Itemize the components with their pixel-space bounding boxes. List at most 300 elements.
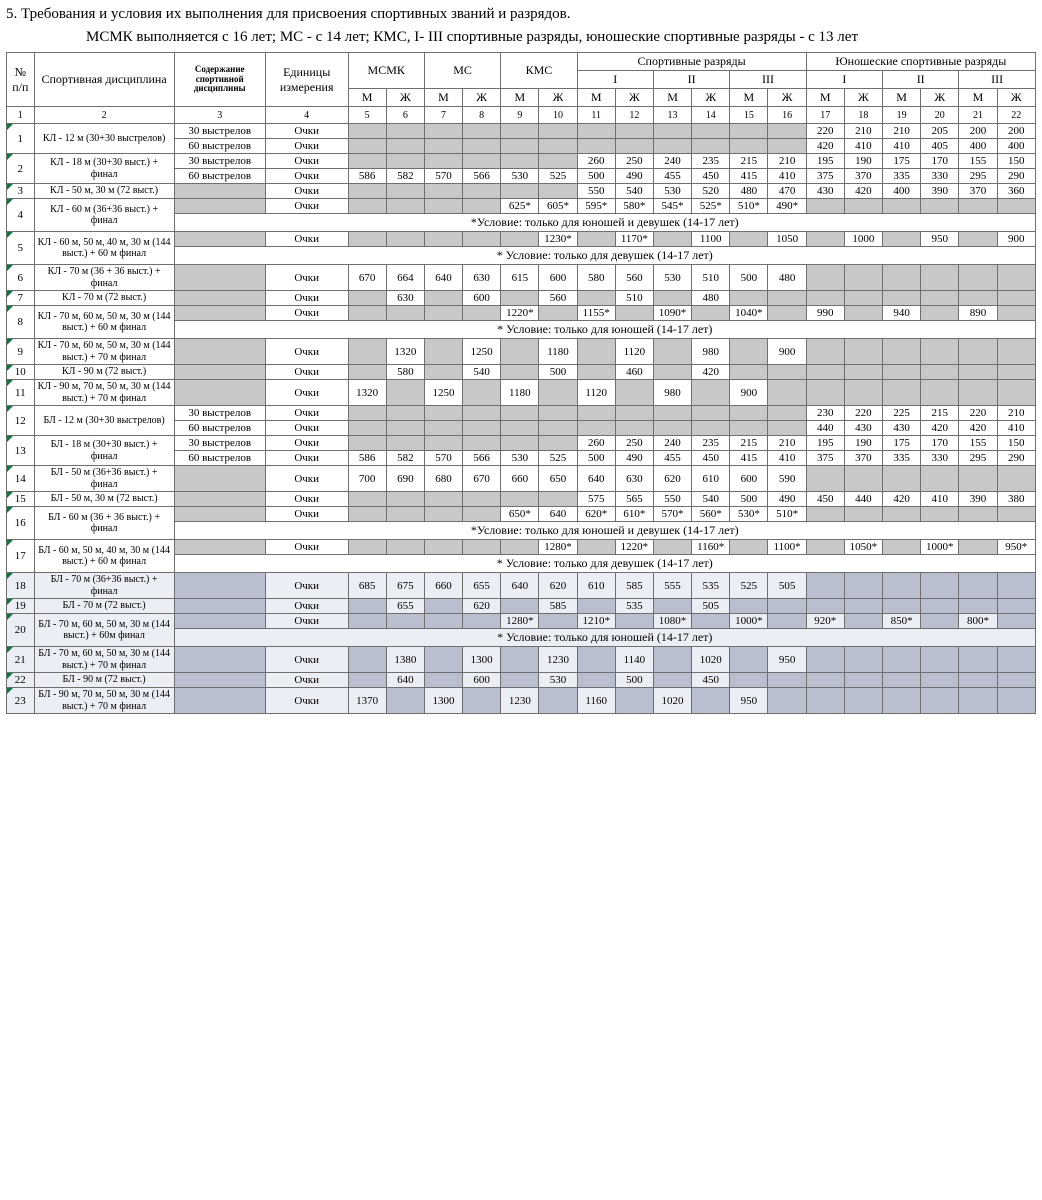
value-cell: 450 <box>692 451 730 466</box>
value-cell: 525 <box>539 169 577 184</box>
column-number-2: 2 <box>34 107 174 124</box>
value-cell <box>348 199 386 214</box>
value-cell <box>997 380 1035 406</box>
value-cell: 1100 <box>692 232 730 247</box>
value-cell: 200 <box>997 124 1035 139</box>
row-content <box>174 599 265 614</box>
value-cell: 460 <box>615 365 653 380</box>
value-cell: 660 <box>424 573 462 599</box>
value-cell <box>806 647 844 673</box>
value-cell <box>730 540 768 555</box>
header-content: Содержание спортивной дисциплины <box>174 53 265 107</box>
value-cell: 560 <box>615 265 653 291</box>
value-cell <box>348 436 386 451</box>
value-cell <box>768 306 806 321</box>
value-cell <box>768 688 806 714</box>
header-gender-3: М <box>424 89 462 107</box>
row-number: 13 <box>7 436 35 466</box>
value-cell: 375 <box>806 169 844 184</box>
value-cell: 410 <box>997 421 1035 436</box>
header-gender-10: Ж <box>692 89 730 107</box>
value-cell: 582 <box>386 169 424 184</box>
value-cell: 900 <box>997 232 1035 247</box>
value-cell: 640 <box>424 265 462 291</box>
value-cell <box>539 614 577 629</box>
value-cell: 440 <box>806 421 844 436</box>
row-content <box>174 688 265 714</box>
value-cell: 900 <box>730 380 768 406</box>
value-cell: 1140 <box>615 647 653 673</box>
value-cell <box>424 647 462 673</box>
value-cell <box>424 154 462 169</box>
value-cell: 586 <box>348 169 386 184</box>
value-cell: 600 <box>463 291 501 306</box>
value-cell <box>806 291 844 306</box>
column-number-17: 17 <box>806 107 844 124</box>
value-cell: 360 <box>997 184 1035 199</box>
value-cell <box>806 673 844 688</box>
row-number: 14 <box>7 466 35 492</box>
value-cell <box>463 421 501 436</box>
value-cell: 570 <box>424 451 462 466</box>
column-number-16: 16 <box>768 107 806 124</box>
value-cell <box>692 406 730 421</box>
value-cell: 235 <box>692 436 730 451</box>
value-cell: 440 <box>844 492 882 507</box>
row-discipline: БЛ - 70 м, 60 м, 50 м, 30 м (144 выст.) + 70 м финал <box>34 647 174 673</box>
row-unit: Очки <box>265 466 348 492</box>
value-cell <box>997 614 1035 629</box>
value-cell <box>386 232 424 247</box>
table-row <box>7 573 1036 599</box>
value-cell: 540 <box>692 492 730 507</box>
value-cell: 605* <box>539 199 577 214</box>
value-cell <box>844 339 882 365</box>
value-cell <box>730 673 768 688</box>
value-cell <box>844 614 882 629</box>
value-cell <box>692 688 730 714</box>
value-cell: 210 <box>997 406 1035 421</box>
table-row <box>7 673 1036 688</box>
value-cell: 220 <box>959 406 997 421</box>
value-cell: 410 <box>921 492 959 507</box>
header-gender-7: М <box>577 89 615 107</box>
row-content <box>174 673 265 688</box>
value-cell <box>959 232 997 247</box>
value-cell <box>844 599 882 614</box>
value-cell <box>386 614 424 629</box>
value-cell: 410 <box>768 451 806 466</box>
value-cell <box>463 199 501 214</box>
row-number: 3 <box>7 184 35 199</box>
value-cell <box>348 339 386 365</box>
value-cell: 500 <box>577 169 615 184</box>
value-cell <box>463 436 501 451</box>
value-cell: 150 <box>997 436 1035 451</box>
value-cell: 566 <box>463 451 501 466</box>
value-cell: 530 <box>501 451 539 466</box>
value-cell: 405 <box>921 139 959 154</box>
value-cell <box>921 466 959 492</box>
value-cell: 210 <box>768 154 806 169</box>
value-cell: 664 <box>386 265 424 291</box>
value-cell <box>424 139 462 154</box>
value-cell <box>577 540 615 555</box>
row-content: 30 выстрелов <box>174 124 265 139</box>
value-cell <box>921 291 959 306</box>
value-cell <box>386 421 424 436</box>
table-row <box>7 507 1036 522</box>
value-cell <box>844 291 882 306</box>
value-cell: 450 <box>692 673 730 688</box>
row-discipline: КЛ - 60 м (36+36 выст.) + финал <box>34 199 174 232</box>
value-cell <box>768 124 806 139</box>
value-cell <box>730 365 768 380</box>
row-content <box>174 573 265 599</box>
value-cell: 250 <box>615 436 653 451</box>
value-cell <box>959 573 997 599</box>
value-cell <box>768 673 806 688</box>
value-cell <box>501 540 539 555</box>
value-cell: 510 <box>615 291 653 306</box>
value-cell <box>424 339 462 365</box>
column-number-20: 20 <box>921 107 959 124</box>
row-unit: Очки <box>265 614 348 629</box>
value-cell: 1170* <box>615 232 653 247</box>
value-cell <box>768 365 806 380</box>
value-cell <box>883 365 921 380</box>
row-unit: Очки <box>265 199 348 214</box>
value-cell: 1100* <box>768 540 806 555</box>
value-cell <box>959 647 997 673</box>
value-cell <box>997 306 1035 321</box>
value-cell: 575 <box>577 492 615 507</box>
value-cell <box>653 406 691 421</box>
value-cell <box>501 291 539 306</box>
value-cell: 580* <box>615 199 653 214</box>
value-cell: 490 <box>768 492 806 507</box>
value-cell <box>424 540 462 555</box>
value-cell <box>501 365 539 380</box>
value-cell: 370 <box>844 169 882 184</box>
value-cell: 510* <box>768 507 806 522</box>
value-cell <box>883 673 921 688</box>
value-cell <box>997 673 1035 688</box>
value-cell: 670 <box>348 265 386 291</box>
row-discipline: БЛ - 12 м (30+30 выстрелов) <box>34 406 174 436</box>
value-cell <box>615 421 653 436</box>
value-cell: 410 <box>883 139 921 154</box>
value-cell <box>730 232 768 247</box>
row-content <box>174 507 265 522</box>
value-cell: 585 <box>539 599 577 614</box>
page-title: 5. Требования и условия их выполнения для присвоения спортивных званий и разрядов. <box>6 6 571 22</box>
value-cell <box>730 291 768 306</box>
row-content <box>174 466 265 492</box>
condition-text: * Условие: только для юношей (14-17 лет) <box>174 629 1035 647</box>
row-number: 9 <box>7 339 35 365</box>
row-discipline: КЛ - 70 м (72 выст.) <box>34 291 174 306</box>
value-cell <box>615 380 653 406</box>
value-cell: 210 <box>844 124 882 139</box>
value-cell <box>577 421 615 436</box>
value-cell <box>386 540 424 555</box>
value-cell <box>348 184 386 199</box>
value-cell <box>539 688 577 714</box>
value-cell: 510 <box>692 265 730 291</box>
value-cell: 430 <box>883 421 921 436</box>
table-row <box>7 124 1036 139</box>
row-unit: Очки <box>265 339 348 365</box>
value-cell <box>386 139 424 154</box>
value-cell: 1370 <box>348 688 386 714</box>
condition-text: * Условие: только для юношей (14-17 лет) <box>174 321 1035 339</box>
table-row <box>7 154 1036 169</box>
table-row <box>7 232 1036 247</box>
value-cell <box>348 365 386 380</box>
value-cell: 420 <box>844 184 882 199</box>
row-unit: Очки <box>265 573 348 599</box>
value-cell: 155 <box>959 436 997 451</box>
value-cell <box>921 306 959 321</box>
table-row <box>7 540 1036 555</box>
row-number: 6 <box>7 265 35 291</box>
value-cell <box>883 199 921 214</box>
value-cell <box>348 614 386 629</box>
value-cell <box>730 139 768 154</box>
row-discipline: КЛ - 12 м (30+30 выстрелов) <box>34 124 174 154</box>
header-gender-9: М <box>653 89 691 107</box>
value-cell <box>615 139 653 154</box>
row-content <box>174 365 265 380</box>
value-cell: 490 <box>615 169 653 184</box>
value-cell: 655 <box>386 599 424 614</box>
value-cell: 1160 <box>577 688 615 714</box>
value-cell <box>386 436 424 451</box>
table-row <box>7 365 1036 380</box>
row-content <box>174 306 265 321</box>
header-gender-11: М <box>730 89 768 107</box>
value-cell <box>539 380 577 406</box>
column-number-19: 19 <box>883 107 921 124</box>
row-discipline: БЛ - 60 м (36 + 36 выст.) + финал <box>34 507 174 540</box>
value-cell: 560 <box>539 291 577 306</box>
row-discipline: БЛ - 70 м (36+36 выст.) + финал <box>34 573 174 599</box>
value-cell: 630 <box>615 466 653 492</box>
row-discipline: КЛ - 60 м, 50 м, 40 м, 30 м (144 выст.) + 60 м финал <box>34 232 174 265</box>
value-cell <box>921 673 959 688</box>
column-number-6: 6 <box>386 107 424 124</box>
row-unit: Очки <box>265 507 348 522</box>
value-cell: 640 <box>539 507 577 522</box>
value-cell <box>883 380 921 406</box>
row-discipline: КЛ - 70 м, 60 м, 50 м, 30 м (144 выст.) + 70 м финал <box>34 339 174 365</box>
column-number-5: 5 <box>348 107 386 124</box>
table-row <box>7 614 1036 629</box>
value-cell <box>386 380 424 406</box>
value-cell: 430 <box>806 184 844 199</box>
value-cell <box>424 599 462 614</box>
value-cell: 190 <box>844 436 882 451</box>
value-cell: 1040* <box>730 306 768 321</box>
value-cell <box>348 124 386 139</box>
value-cell: 1050* <box>844 540 882 555</box>
value-cell <box>386 406 424 421</box>
value-cell <box>386 184 424 199</box>
value-cell <box>615 306 653 321</box>
value-cell: 640 <box>501 573 539 599</box>
value-cell: 530 <box>653 184 691 199</box>
value-cell: 480 <box>730 184 768 199</box>
value-cell: 620* <box>577 507 615 522</box>
row-content: 30 выстрелов <box>174 436 265 451</box>
value-cell: 170 <box>921 154 959 169</box>
value-cell: 225 <box>883 406 921 421</box>
value-cell: 1155* <box>577 306 615 321</box>
value-cell <box>883 647 921 673</box>
value-cell: 500 <box>730 492 768 507</box>
row-number: 19 <box>7 599 35 614</box>
value-cell <box>844 466 882 492</box>
value-cell: 650* <box>501 507 539 522</box>
value-cell: 675 <box>386 573 424 599</box>
row-number: 23 <box>7 688 35 714</box>
value-cell: 1380 <box>386 647 424 673</box>
value-cell <box>424 124 462 139</box>
header-sport-ranks: Спортивные разряды <box>577 53 806 71</box>
value-cell <box>997 573 1035 599</box>
value-cell <box>959 199 997 214</box>
row-number: 21 <box>7 647 35 673</box>
value-cell <box>768 291 806 306</box>
value-cell: 375 <box>806 451 844 466</box>
row-content: 60 выстрелов <box>174 451 265 466</box>
row-content <box>174 647 265 673</box>
value-cell <box>501 492 539 507</box>
value-cell: 1210* <box>577 614 615 629</box>
value-cell <box>653 421 691 436</box>
value-cell: 640 <box>386 673 424 688</box>
value-cell <box>883 291 921 306</box>
value-cell: 400 <box>997 139 1035 154</box>
value-cell <box>424 184 462 199</box>
value-cell <box>653 124 691 139</box>
value-cell <box>921 507 959 522</box>
value-cell: 620 <box>653 466 691 492</box>
value-cell <box>844 306 882 321</box>
row-content: 30 выстрелов <box>174 154 265 169</box>
column-number-13: 13 <box>653 107 691 124</box>
row-unit: Очки <box>265 540 348 555</box>
row-number: 8 <box>7 306 35 339</box>
value-cell <box>539 139 577 154</box>
row-unit: Очки <box>265 124 348 139</box>
value-cell <box>653 647 691 673</box>
row-unit: Очки <box>265 436 348 451</box>
value-cell <box>463 507 501 522</box>
value-cell: 580 <box>386 365 424 380</box>
value-cell <box>577 647 615 673</box>
value-cell <box>883 573 921 599</box>
value-cell: 215 <box>730 436 768 451</box>
row-number: 15 <box>7 492 35 507</box>
value-cell <box>386 124 424 139</box>
table-header <box>7 53 1036 124</box>
value-cell: 510* <box>730 199 768 214</box>
condition-text: * Условие: только для девушек (14-17 лет) <box>174 247 1035 265</box>
value-cell: 410 <box>768 169 806 184</box>
value-cell <box>921 688 959 714</box>
value-cell <box>348 673 386 688</box>
value-cell <box>577 365 615 380</box>
value-cell: 1020 <box>692 647 730 673</box>
row-number: 2 <box>7 154 35 184</box>
value-cell <box>806 507 844 522</box>
row-number: 16 <box>7 507 35 540</box>
header-gender-5: М <box>501 89 539 107</box>
row-discipline: КЛ - 90 м, 70 м, 50 м, 30 м (144 выст.) + 70 м финал <box>34 380 174 406</box>
value-cell: 1000 <box>844 232 882 247</box>
row-content <box>174 380 265 406</box>
value-cell: 205 <box>921 124 959 139</box>
row-unit: Очки <box>265 306 348 321</box>
value-cell: 390 <box>959 492 997 507</box>
value-cell <box>768 380 806 406</box>
row-unit: Очки <box>265 599 348 614</box>
column-number-8: 8 <box>463 107 501 124</box>
value-cell <box>348 406 386 421</box>
value-cell <box>921 647 959 673</box>
value-cell: 560* <box>692 507 730 522</box>
value-cell: 250 <box>615 154 653 169</box>
value-cell: 195 <box>806 154 844 169</box>
value-cell <box>463 406 501 421</box>
condition-text: *Условие: только для юношей и девушек (14-17 лет) <box>174 214 1035 232</box>
value-cell: 530 <box>653 265 691 291</box>
value-cell: 620 <box>463 599 501 614</box>
value-cell <box>959 339 997 365</box>
value-cell: 175 <box>883 436 921 451</box>
header-gender-15: М <box>883 89 921 107</box>
value-cell <box>501 421 539 436</box>
value-cell <box>501 124 539 139</box>
value-cell <box>424 421 462 436</box>
row-content: 30 выстрелов <box>174 406 265 421</box>
value-cell: 500 <box>730 265 768 291</box>
value-cell: 480 <box>768 265 806 291</box>
value-cell: 690 <box>386 466 424 492</box>
value-cell: 455 <box>653 451 691 466</box>
value-cell: 600 <box>539 265 577 291</box>
header-kms: КМС <box>501 53 577 89</box>
value-cell <box>424 436 462 451</box>
value-cell <box>883 232 921 247</box>
value-cell <box>348 291 386 306</box>
value-cell: 990 <box>806 306 844 321</box>
column-number-3: 3 <box>174 107 265 124</box>
value-cell <box>615 124 653 139</box>
value-cell: 415 <box>730 169 768 184</box>
header-youth-ranks: Юношеские спортивные разряды <box>806 53 1035 71</box>
row-number: 12 <box>7 406 35 436</box>
value-cell <box>348 647 386 673</box>
value-cell: 660 <box>501 466 539 492</box>
value-cell <box>386 306 424 321</box>
value-cell <box>577 291 615 306</box>
value-cell: 580 <box>577 265 615 291</box>
header-gender-13: М <box>806 89 844 107</box>
value-cell: 1320 <box>348 380 386 406</box>
